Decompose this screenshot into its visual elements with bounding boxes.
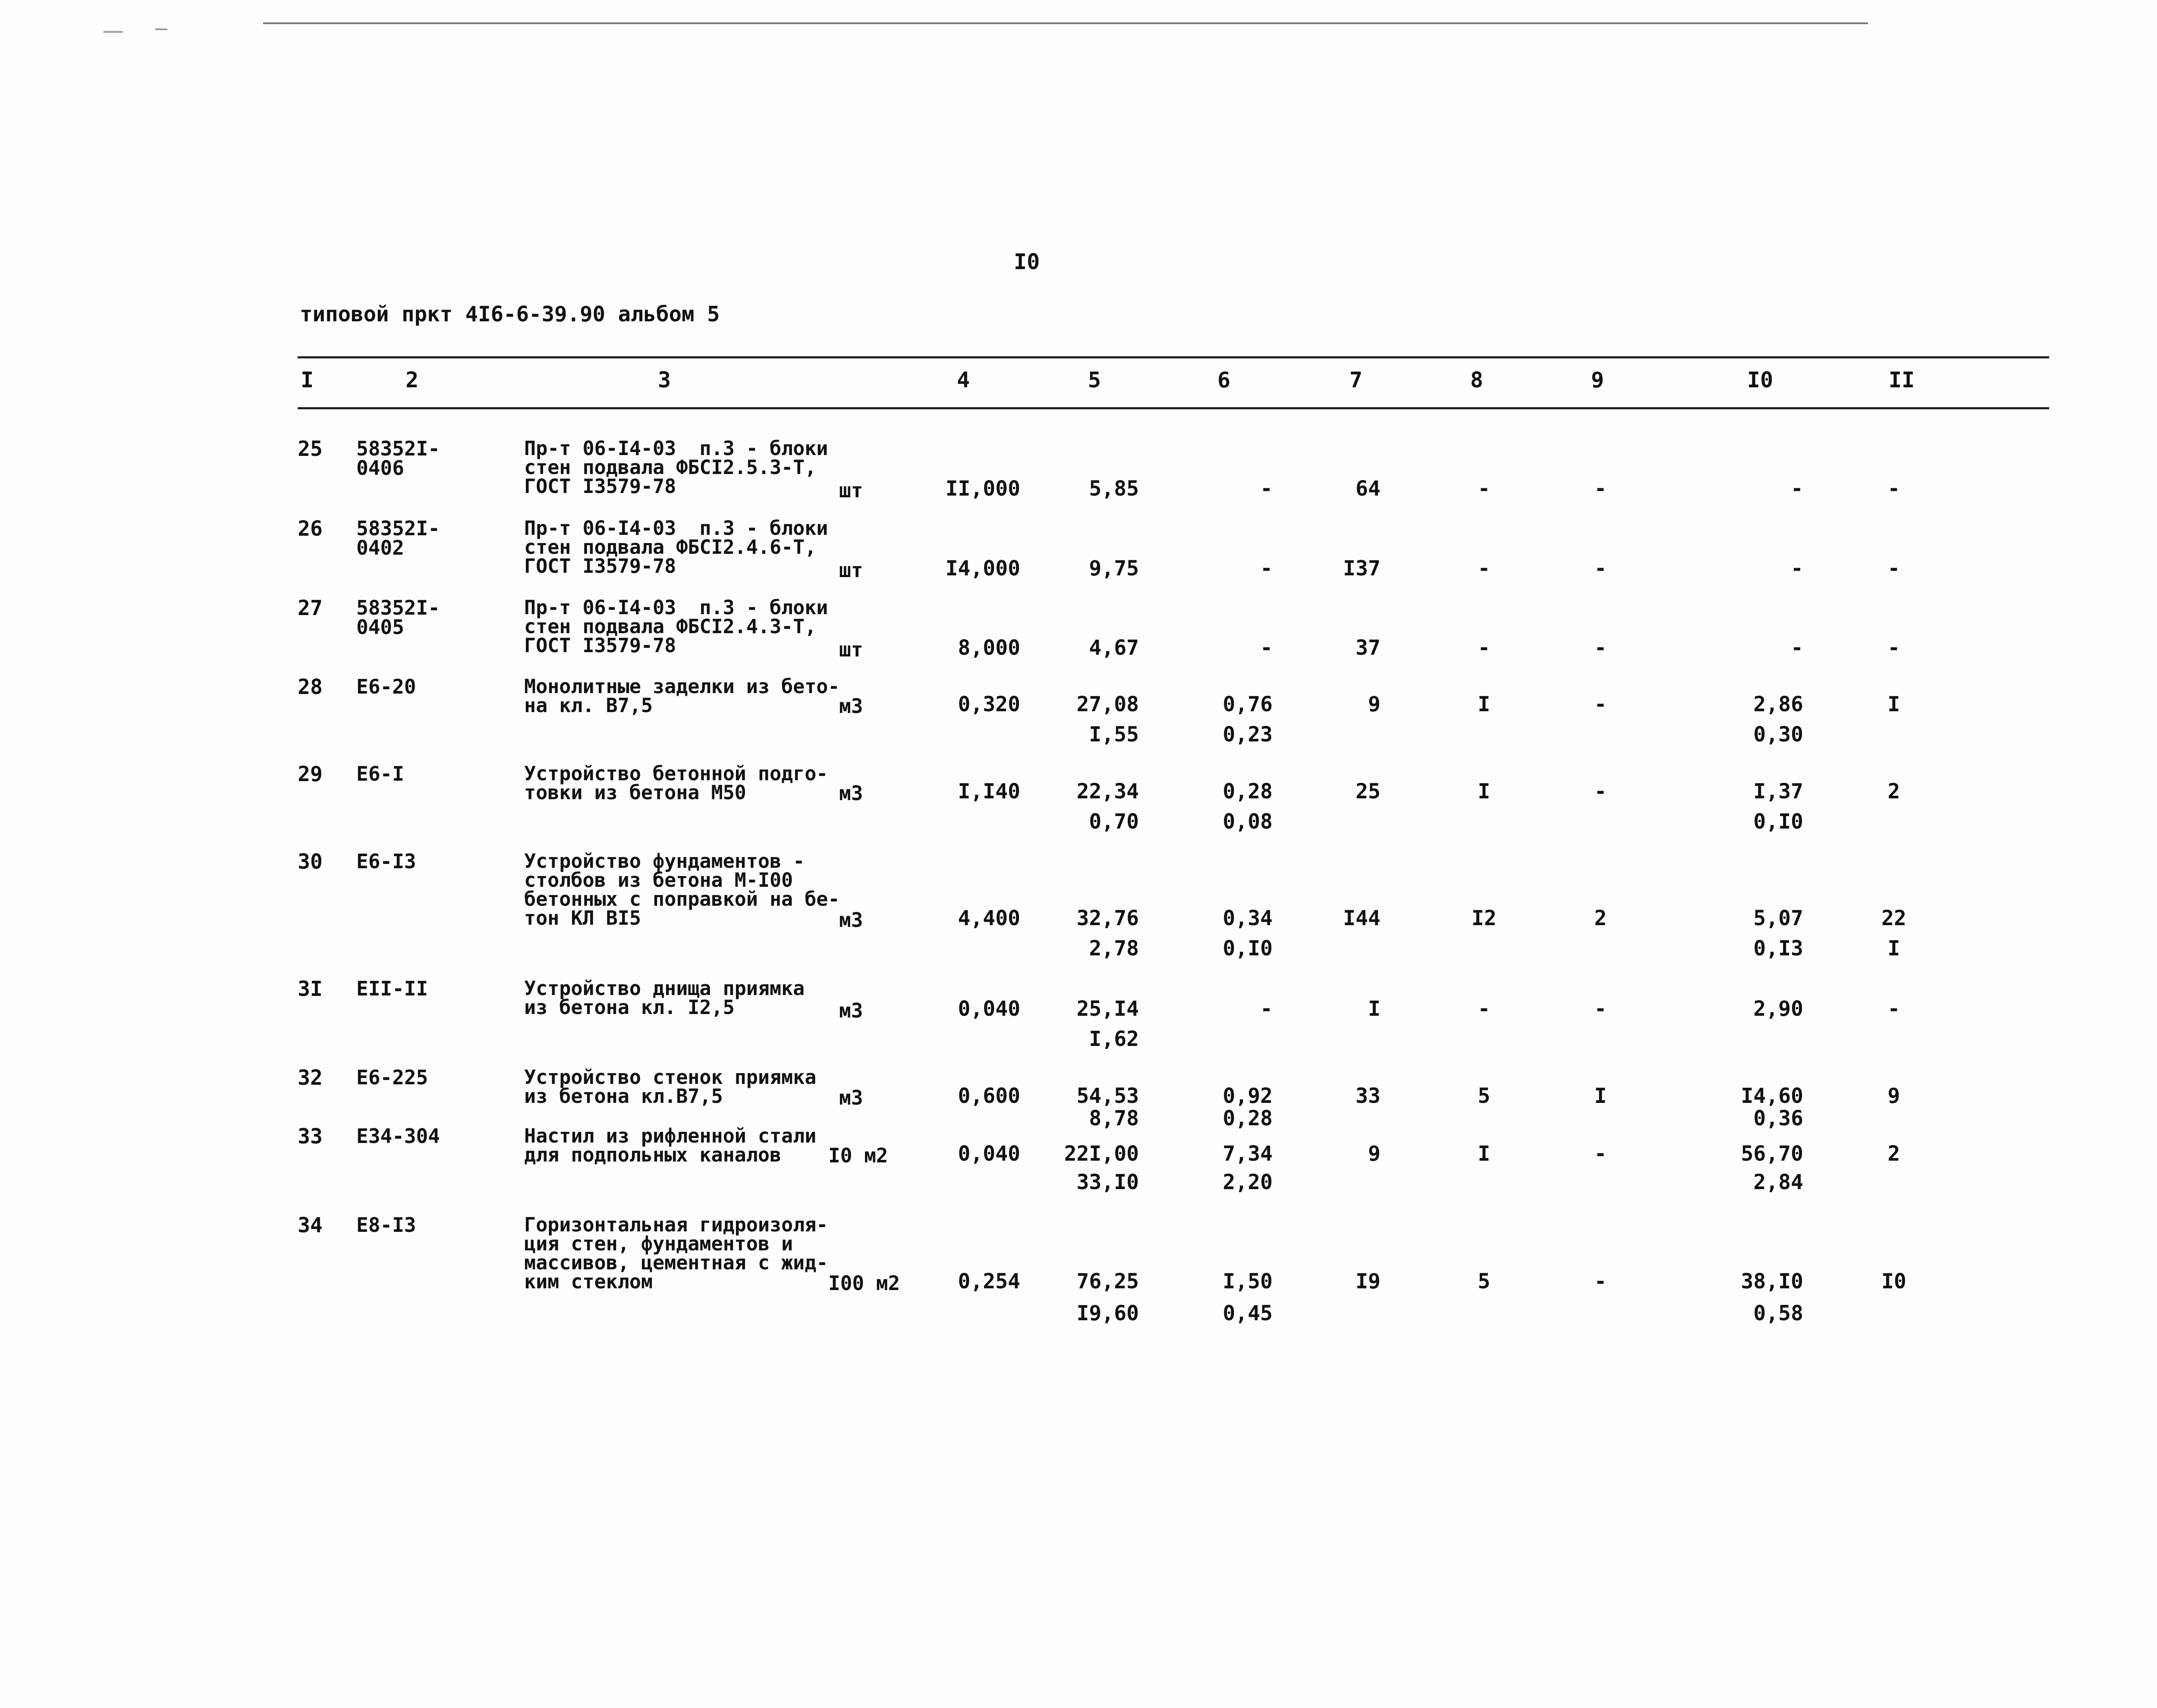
row-number: 26 (298, 517, 323, 541)
col-9-value: 2 (1594, 906, 1607, 930)
row-number: 34 (298, 1213, 323, 1237)
scan-mark (155, 28, 167, 30)
col-5-secondary-value: 33,I0 (1076, 1170, 1139, 1194)
col-11-value: 2 (1887, 1142, 1900, 1166)
scan-top-line (263, 22, 1868, 24)
unit-of-measure: шт (839, 638, 863, 661)
col-9-value: - (1594, 997, 1607, 1021)
col-10-value: - (1791, 556, 1803, 581)
column-header-11: II (1889, 367, 1915, 392)
col-10-value: 56,70 (1741, 1142, 1803, 1166)
row-number: 3I (298, 977, 323, 1001)
col-10-value: 2,86 (1753, 692, 1803, 716)
unit-of-measure: м3 (839, 908, 863, 932)
table-header-top-rule (298, 356, 2049, 358)
col-7-value: I9 (1355, 1269, 1380, 1294)
row-number: 29 (298, 762, 323, 786)
col-8-value: I (1478, 692, 1490, 716)
work-description: Монолитные заделки из бето- на кл. В7,5 (524, 675, 840, 717)
column-header-1: I (301, 367, 314, 392)
page-number: I0 (1014, 249, 1040, 274)
col-7-value: 37 (1355, 636, 1380, 660)
col-9-value: - (1594, 636, 1607, 660)
col-6-secondary-value: 2,20 (1223, 1170, 1273, 1194)
col-11-value: I0 (1881, 1269, 1906, 1294)
work-description: Устройство стенок приямка из бетона кл.В7,5 (524, 1066, 817, 1108)
col-6-value: - (1260, 636, 1273, 660)
col-8-value: - (1478, 636, 1490, 660)
unit-of-measure: м3 (839, 694, 863, 718)
col-4-value: II,000 (945, 477, 1020, 501)
col-5-value: 54,53 (1076, 1084, 1139, 1108)
col-5-secondary-value: I,55 (1089, 722, 1139, 747)
col-4-value: I,I40 (958, 779, 1020, 804)
col-6-value: 0,28 (1223, 779, 1273, 804)
col-4-value: 0,254 (958, 1269, 1020, 1294)
col-6-value: - (1260, 477, 1273, 501)
col-4-value: 0,040 (958, 997, 1020, 1021)
col-10-value: 38,I0 (1741, 1269, 1803, 1294)
row-number: 28 (298, 675, 323, 699)
work-description: Пр-т 06-I4-03 п.3 - блоки стен подвала ФБСI2.5.3-Т, ГОСТ I3579-78 (524, 437, 828, 498)
col-11-value: - (1887, 477, 1900, 501)
col-8-value: I (1478, 1142, 1490, 1166)
col-6-value: - (1260, 556, 1273, 581)
col-6-value: 0,34 (1223, 906, 1273, 930)
col-6-secondary-value: 0,28 (1223, 1106, 1273, 1130)
column-header-4: 4 (957, 367, 970, 392)
col-8-value: I2 (1472, 906, 1497, 930)
col-10-secondary-value: 2,84 (1753, 1170, 1803, 1194)
col-4-value: 8,000 (958, 636, 1020, 660)
work-description: Горизонтальная гидроизоля- ция стен, фундаментов и массивов, цементная с жид- ким стеклом (524, 1213, 828, 1293)
unit-of-measure: I0 м2 (828, 1144, 888, 1167)
col-10-secondary-value: 0,I3 (1753, 936, 1803, 961)
col-8-value: I (1478, 779, 1490, 804)
unit-of-measure: м3 (839, 782, 863, 805)
work-description: Пр-т 06-I4-03 п.3 - блоки стен подвала ФБСI2.4.6-Т, ГОСТ I3579-78 (524, 517, 828, 578)
column-header-5: 5 (1088, 367, 1101, 392)
col-5-value: 4,67 (1089, 636, 1139, 660)
unit-of-measure: м3 (839, 999, 863, 1022)
col-5-value: 32,76 (1076, 906, 1139, 930)
column-header-2: 2 (406, 367, 419, 392)
column-header-9: 9 (1591, 367, 1604, 392)
col-4-value: 0,040 (958, 1142, 1020, 1166)
unit-of-measure: шт (839, 479, 863, 502)
col-4-value: 4,400 (958, 906, 1020, 930)
price-code: 58352I- 0402 (356, 517, 440, 559)
price-code: Е34-304 (356, 1124, 440, 1148)
work-description: Настил из рифленной стали для подпольных каналов (524, 1124, 817, 1166)
price-code: ЕII-II (356, 977, 428, 1000)
col-7-value: I44 (1343, 906, 1380, 930)
column-header-3: 3 (658, 367, 671, 392)
col-11-secondary-value: I (1887, 936, 1900, 961)
col-5-value: 22,34 (1076, 779, 1139, 804)
table-header-bottom-rule (298, 407, 2049, 409)
column-header-6: 6 (1217, 367, 1231, 392)
row-number: 27 (298, 596, 323, 620)
document-title: типовой пркт 4I6-6-39.90 альбом 5 (300, 302, 720, 327)
col-11-value: - (1887, 556, 1900, 581)
unit-of-measure: I00 м2 (828, 1272, 900, 1295)
col-10-value: 5,07 (1753, 906, 1803, 930)
col-10-value: I4,60 (1741, 1084, 1803, 1108)
col-10-value: - (1791, 636, 1803, 660)
col-7-value: 9 (1368, 692, 1380, 716)
col-7-value: I (1368, 997, 1380, 1021)
col-11-value: I (1887, 692, 1900, 716)
col-11-value: 9 (1887, 1084, 1900, 1108)
work-description: Устройство бетонной подго- товки из бетона М50 (524, 762, 828, 804)
work-description: Устройство фундаментов - столбов из бетона М-I00 бетонных с поправкой на бе- тон КЛ ВI5 (524, 850, 840, 929)
col-9-value: - (1594, 1142, 1607, 1166)
col-4-value: 0,320 (958, 692, 1020, 716)
price-code: Е6-20 (356, 675, 416, 698)
work-description: Устройство днища приямка из бетона кл. I2,5 (524, 977, 805, 1019)
col-5-secondary-value: 8,78 (1089, 1106, 1139, 1130)
price-code: 58352I- 0405 (356, 596, 440, 639)
col-11-value: 22 (1881, 906, 1906, 930)
col-10-secondary-value: 0,36 (1753, 1106, 1803, 1130)
col-8-value: - (1478, 997, 1490, 1021)
unit-of-measure: шт (839, 559, 863, 582)
column-header-10: I0 (1747, 367, 1773, 392)
col-9-value: - (1594, 779, 1607, 804)
col-10-secondary-value: 0,30 (1753, 722, 1803, 747)
work-description: Пр-т 06-I4-03 п.3 - блоки стен подвала ФБСI2.4.3-Т, ГОСТ I3579-78 (524, 596, 828, 657)
col-9-value: - (1594, 556, 1607, 581)
col-8-value: 5 (1478, 1269, 1490, 1294)
price-code: Е6-I (356, 762, 404, 785)
col-5-secondary-value: I9,60 (1076, 1301, 1139, 1325)
col-8-value: - (1478, 556, 1490, 581)
col-9-value: - (1594, 1269, 1607, 1294)
col-10-secondary-value: 0,I0 (1753, 810, 1803, 834)
col-4-value: 0,600 (958, 1084, 1020, 1108)
col-5-value: 25,I4 (1076, 997, 1139, 1021)
col-10-value: - (1791, 477, 1803, 501)
col-6-value: 7,34 (1223, 1142, 1273, 1166)
col-6-value: 0,92 (1223, 1084, 1273, 1108)
col-6-secondary-value: 0,I0 (1223, 936, 1273, 961)
col-5-value: 5,85 (1089, 477, 1139, 501)
col-10-value: 2,90 (1753, 997, 1803, 1021)
price-code: Е6-225 (356, 1066, 428, 1089)
col-5-value: 27,08 (1076, 692, 1139, 716)
col-5-value: 76,25 (1076, 1269, 1139, 1294)
col-9-value: - (1594, 477, 1607, 501)
col-8-value: - (1478, 477, 1490, 501)
col-6-secondary-value: 0,08 (1223, 810, 1273, 834)
col-10-secondary-value: 0,58 (1753, 1301, 1803, 1325)
unit-of-measure: м3 (839, 1086, 863, 1109)
col-10-value: I,37 (1753, 779, 1803, 804)
row-number: 25 (298, 437, 323, 461)
col-5-value: 22I,00 (1064, 1142, 1139, 1166)
column-header-7: 7 (1349, 367, 1363, 392)
col-7-value: 33 (1355, 1084, 1380, 1108)
col-6-value: 0,76 (1223, 692, 1273, 716)
scan-mark (104, 31, 123, 33)
price-code: 58352I- 0406 (356, 437, 440, 480)
price-code: Е6-I3 (356, 850, 416, 873)
col-5-secondary-value: 2,78 (1089, 936, 1139, 961)
price-code: Е8-I3 (356, 1213, 416, 1237)
col-5-secondary-value: 0,70 (1089, 810, 1139, 834)
col-7-value: I37 (1343, 556, 1380, 581)
col-6-value: - (1260, 997, 1273, 1021)
row-number: 32 (298, 1066, 323, 1090)
row-number: 33 (298, 1124, 323, 1149)
col-6-value: I,50 (1223, 1269, 1273, 1294)
col-11-value: 2 (1887, 779, 1900, 804)
col-7-value: 64 (1355, 477, 1380, 501)
col-6-secondary-value: 0,23 (1223, 722, 1273, 747)
col-7-value: 9 (1368, 1142, 1380, 1166)
col-11-value: - (1887, 636, 1900, 660)
col-5-value: 9,75 (1089, 556, 1139, 581)
col-6-secondary-value: 0,45 (1223, 1301, 1273, 1325)
col-9-value: - (1594, 692, 1607, 716)
col-11-value: - (1887, 997, 1900, 1021)
col-8-value: 5 (1478, 1084, 1490, 1108)
col-4-value: I4,000 (945, 556, 1020, 581)
row-number: 30 (298, 850, 323, 874)
column-header-8: 8 (1470, 367, 1484, 392)
col-9-value: I (1594, 1084, 1607, 1108)
col-5-secondary-value: I,62 (1089, 1027, 1139, 1051)
col-7-value: 25 (1355, 779, 1380, 804)
